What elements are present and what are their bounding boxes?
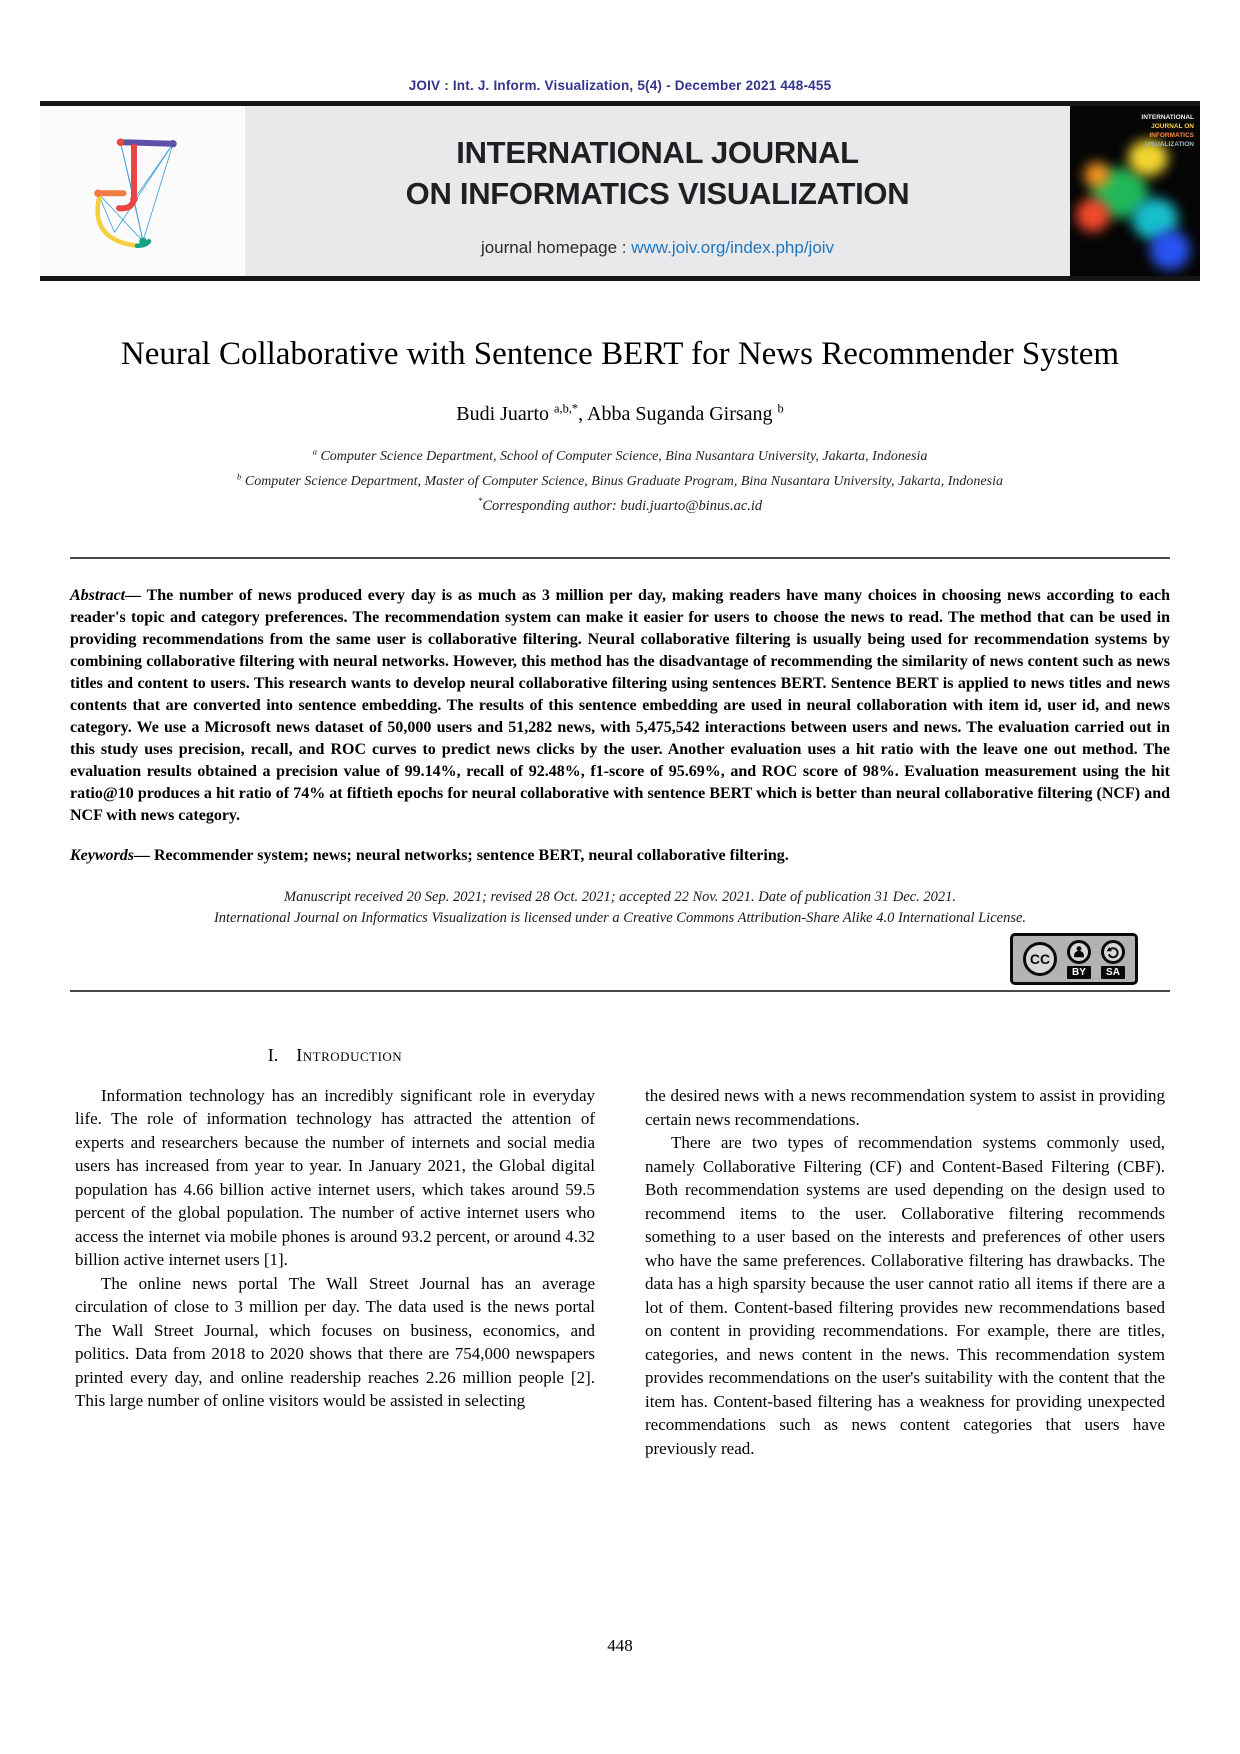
page-number: 448 [607, 1636, 633, 1655]
share-alike-icon [1101, 940, 1125, 964]
cc-by-group [1067, 940, 1091, 979]
homepage-label: journal homepage : [480, 238, 632, 257]
journal-title-line2: ON INFORMATICS VISUALIZATION [405, 176, 910, 211]
section-title: Introduction [296, 1045, 403, 1065]
affiliation-a: $^a$ Computer Science Department, School of Computer Science, Bina Nusantara University, Jakarta, Indonesia [312, 446, 928, 464]
body-columns [75, 1010, 1165, 1460]
paper-title: Neural Collaborative with Sentence BERT for News Recommender System [120, 336, 1120, 372]
license-statement: International Journal on Informatics Visualization is licensed under a Creative Commons Attribution-Share Alike 4.0 International License. [213, 910, 1027, 926]
journal-citation: JOIV : Int. J. Inform. Visualization, 5(4) - December 2021 448-455 [408, 78, 832, 93]
author-name: Budi Juarto [456, 403, 555, 425]
right-column [645, 1010, 1165, 1460]
person-icon [1067, 940, 1091, 964]
journal-homepage-line [245, 238, 1070, 258]
keywords-line [70, 847, 1170, 865]
divider-banner-bottom [40, 276, 1200, 281]
journal-title [245, 132, 1070, 214]
body-paragraph: the desired news with a news recommendation system to assist in providing certain news recommendations. [645, 1086, 1165, 1129]
manuscript-dates: Manuscript received 20 Sep. 2021; revised 28 Oct. 2021; accepted 22 Nov. 2021. Date of publication 31 Dec. 2021. [284, 889, 956, 905]
author-name: , Abba Suganda Girsang [578, 403, 778, 425]
divider-abstract-top [70, 557, 1170, 559]
affiliation-b: $^b$ Computer Science Department, Master of Computer Science, Binus Graduate Program, Bina Nusantara University, Jakarta, Indonesia [237, 471, 1003, 489]
authors-line [0, 403, 1240, 426]
cover-network-art [1076, 198, 1110, 232]
license-badge-row [102, 933, 1138, 985]
cover-network-art [1084, 162, 1110, 188]
divider-body-top [70, 990, 1170, 992]
body-paragraph: Information technology has an incredibly significant role in everyday life. The role of information technology has attracted the attention of experts and researchers because the number of internets and social media users has increased from year to year. In January 2021, the Global digital population has 4.66 billion active internet users, which takes around 59.5 percent of the global population. The number of active internet users who access the internet via mobile phones is around 93.2 percent, or around 4.32 billion active internet users [1]. [75, 1085, 595, 1269]
left-column [75, 1010, 595, 1460]
by-label: BY [1067, 966, 1091, 979]
corresponding-author-line: *Corresponding author: budi.juarto@binus.ac.id [477, 496, 763, 514]
author-affil-marker: a,b,* [554, 401, 579, 416]
section-number: I. [267, 1045, 279, 1065]
abstract [70, 585, 1170, 827]
keywords-label: Keywords— [70, 847, 150, 864]
journal-banner [40, 106, 1200, 276]
body-paragraph: There are two types of recommendation systems commonly used, namely Collaborative Filtering (CF) and Content-Based Filtering (CBF). Both recommendation systems are used depending on the design used to recommend items to the user. Collaborative filtering recommends something to a user based on the interests and preferences of other users who have the same preferences. Collaborative filtering has drawbacks. The data has a high sparsity because the user cannot ratio all items if there are a lot of them. Content-based filtering provides new recommendations based on content in providing recommendations. For example, there are titles, categories, and news content in the news. This recommendation system provides recommendations on the user's suitability with the content that the item has. Content-based filtering has a weakness for providing unexpected recommendations such as news content categories that users have previously read. [645, 1133, 1165, 1458]
section-heading-introduction [75, 1044, 595, 1068]
cc-license-badge[interactable] [1010, 933, 1138, 985]
author-affil-marker: b [777, 401, 784, 416]
sa-label: SA [1101, 966, 1125, 979]
cover-title-text: INTERNATIONAL JOURNAL ON INFORMATICS VISUALIZATION [1141, 114, 1194, 148]
cover-network-art [1150, 230, 1190, 270]
manuscript-history [0, 887, 1240, 929]
journal-cover-thumbnail [1070, 106, 1200, 276]
abstract-text: The number of news produced every day is as much as 3 million per day, making readers have many choices in choosing news according to each reader's topic and category preferences. The recommendation system can make it easier for users to choose the news to read. The method that can be used in providing recommendations from the same user is collaborative filtering. Neural collaborative filtering is usually being used for recommendation systems by combining collaborative filtering with neural networks. However, this method has the disadvantage of recommending the similarity of news content such as news titles and content to users. This research wants to develop neural collaborative filtering using sentences BERT. Sentence BERT is applied to news titles and news contents that are converted into sentence embedding. The results of this sentence embedding are used in neural collaboration with item id, user id, and news category. We use a Microsoft news dataset of 50,000 users and 51,282 news, with 5,475,542 interactions between users and news. The evaluation carried out in this study uses precision, recall, and ROC curves to predict news clicks by the user. Another evaluation uses a hit ratio with the leave one out method. The evaluation results obtained a precision value of 99.14%, recall of 92.48%, f1-score of 95.69%, and ROC score of 98%. Evaluation measurement using the hit ratio@10 produces a hit ratio of 74% at fiftieth epochs for neural collaborative with sentence BERT which is better than neural collaborative filtering (NCF) and NCF with news category. [70, 587, 1170, 824]
cc-icon: CC [1023, 942, 1057, 976]
journal-title-line1: INTERNATIONAL JOURNAL [456, 135, 859, 170]
homepage-link[interactable]: www.joiv.org/index.php/joiv [631, 238, 835, 257]
keywords-text: Recommender system; news; neural networks; sentence BERT, neural collaborative filtering. [150, 847, 789, 864]
joiv-logo-icon [68, 115, 218, 267]
affiliations [0, 444, 1240, 494]
banner-center-panel [245, 106, 1070, 276]
journal-logo [40, 106, 245, 276]
body-paragraph: The online news portal The Wall Street Journal has an average circulation of close to 3 million per day. The data used is the news portal The Wall Street Journal, which focuses on business, economics, and politics. Data from 2018 to 2020 shows that there are 754,000 newspapers printed every day, and online readership reaches 2.26 million people [2]. This large number of online visitors would be assisted in selecting [75, 1273, 595, 1410]
abstract-label: Abstract— [70, 587, 142, 604]
cc-sa-group [1101, 940, 1125, 979]
